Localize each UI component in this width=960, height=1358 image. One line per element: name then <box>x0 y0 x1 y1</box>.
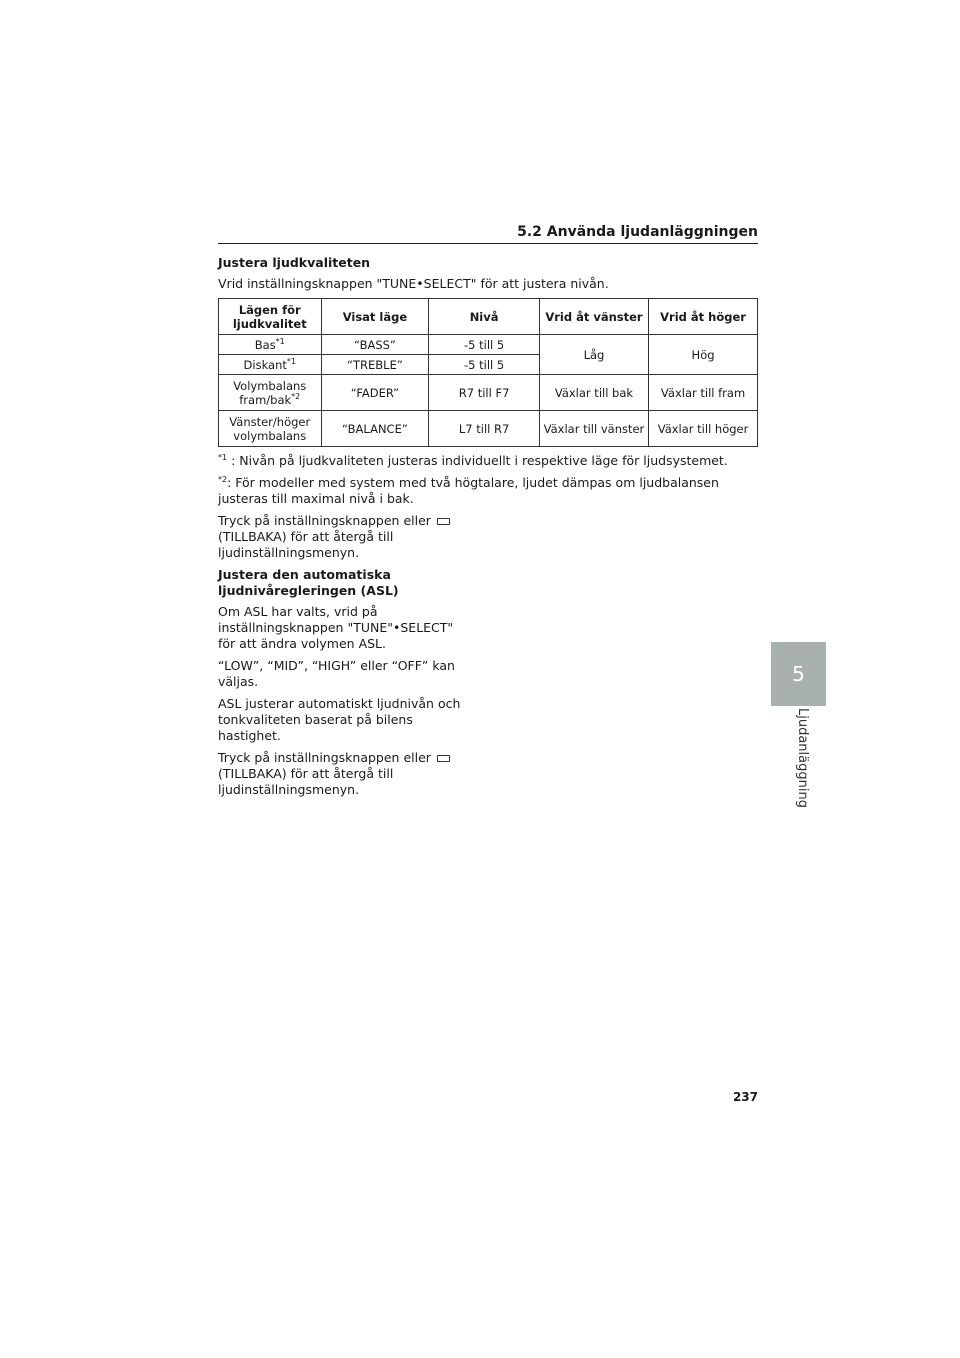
asl-paragraph-2: “LOW”, “MID”, “HIGH” eller “OFF” kan väljas. <box>218 658 455 689</box>
mode-cell <box>219 335 322 355</box>
back-button-icon <box>437 755 450 762</box>
header-right: Vrid åt höger <box>649 299 758 335</box>
footnote-mark: *2 <box>291 391 301 401</box>
footnote-mark: *1 <box>218 452 228 462</box>
footnote-2 <box>218 475 758 507</box>
instruction-text: Tryck på inställningsknappen eller <box>218 750 431 765</box>
level-cell: R7 till F7 <box>429 375 540 411</box>
footnote-text: : Nivån på ljudkvaliteten justeras individuellt i respektive läge för ljudsystemet. <box>227 453 728 468</box>
adjust-quality-heading: Justera ljudkvaliteten <box>218 255 371 270</box>
back-instruction-2 <box>218 750 470 798</box>
chapter-label: Ljudanläggning <box>795 708 810 808</box>
header-level: Nivå <box>429 299 540 335</box>
level-cell: -5 till 5 <box>429 335 540 355</box>
sound-quality-table <box>218 298 758 447</box>
table-row <box>219 375 758 411</box>
mode-label: Bas <box>254 337 276 352</box>
adjust-quality-intro: Vrid inställningsknappen "TUNE•SELECT" för att justera nivån. <box>218 276 609 291</box>
level-cell: L7 till R7 <box>429 411 540 447</box>
back-instruction-1 <box>218 513 470 561</box>
instruction-text: (TILLBAKA) för att återgå till ljudinställningsmenyn. <box>218 766 394 797</box>
table-row <box>219 411 758 447</box>
left-column <box>218 513 470 798</box>
page-content <box>218 255 758 804</box>
mode-cell <box>219 355 322 375</box>
table-row <box>219 335 758 355</box>
display-cell: “FADER” <box>321 375 429 411</box>
page-number: 237 <box>732 1090 758 1104</box>
footnote-text: : För modeller med system med två högtalare, ljudet dämpas om ljudbalansen justeras till maximal nivå i bak. <box>218 475 719 506</box>
mode-label: Volymbalans fram/bak <box>233 378 307 407</box>
right-cell: Växlar till fram <box>649 375 758 411</box>
mode-cell <box>219 375 322 411</box>
asl-paragraph-3: ASL justerar automatiskt ljudnivån och tonkvaliteten baserat på bilens hastighet. <box>218 696 461 743</box>
chapter-tab: 5 <box>771 642 826 706</box>
footnote-mark: *2 <box>218 474 228 484</box>
asl-heading: Justera den automatiska ljudnivåregleringen (ASL) <box>218 567 399 598</box>
header-display: Visat läge <box>321 299 429 335</box>
table-header-row <box>219 299 758 335</box>
mode-label: Diskant <box>243 357 287 372</box>
footnote-mark: *1 <box>286 356 296 366</box>
left-cell: Låg <box>539 335 648 375</box>
display-cell: “BALANCE” <box>321 411 429 447</box>
instruction-text: (TILLBAKA) för att återgå till ljudinställningsmenyn. <box>218 529 394 560</box>
display-cell: “TREBLE” <box>321 355 429 375</box>
instruction-text: Tryck på inställningsknappen eller <box>218 513 431 528</box>
left-cell: Växlar till bak <box>539 375 648 411</box>
level-cell: -5 till 5 <box>429 355 540 375</box>
left-cell: Växlar till vänster <box>539 411 648 447</box>
display-cell: “BASS” <box>321 335 429 355</box>
footnote-mark: *1 <box>275 336 285 346</box>
footnote-1 <box>218 453 758 469</box>
asl-paragraph-1: Om ASL har valts, vrid på inställningsknappen "TUNE"•SELECT" för att ändra volymen ASL. <box>218 604 454 651</box>
right-cell: Hög <box>649 335 758 375</box>
back-button-icon <box>437 518 450 525</box>
mode-cell: Vänster/höger volymbalans <box>219 411 322 447</box>
right-cell: Växlar till höger <box>649 411 758 447</box>
section-header: 5.2 Använda ljudanläggningen <box>218 224 758 244</box>
header-mode: Lägen för ljudkvalitet <box>219 299 322 335</box>
header-left: Vrid åt vänster <box>539 299 648 335</box>
